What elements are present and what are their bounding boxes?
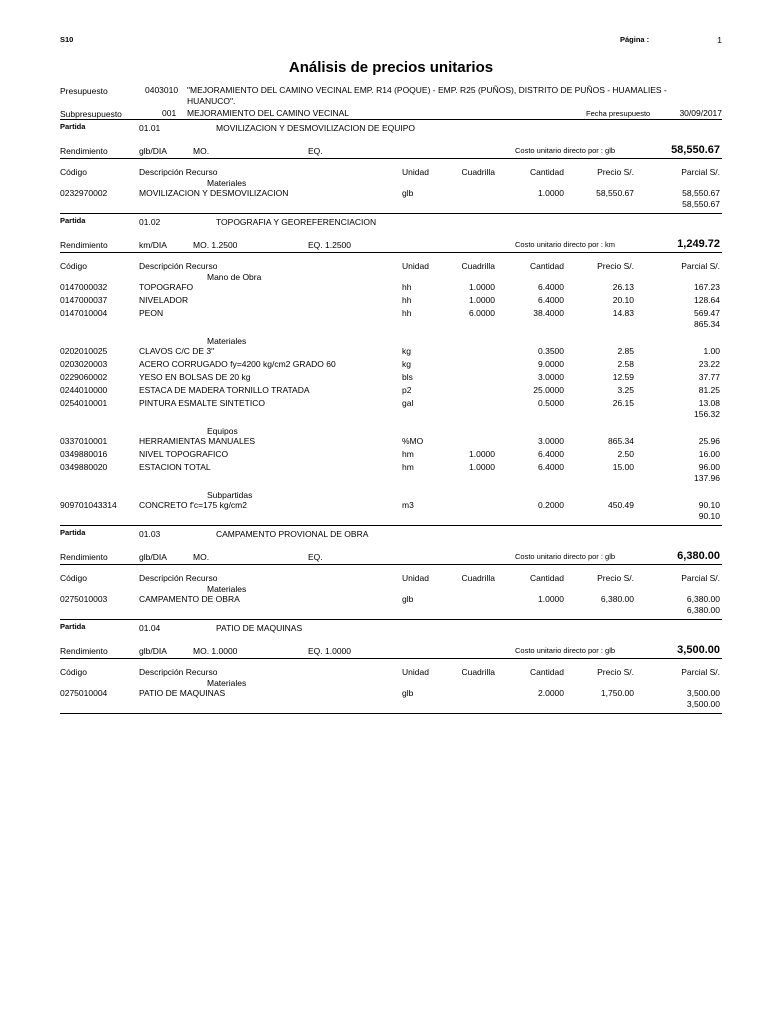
rendimiento-label: Rendimiento [60,552,108,562]
row-precio: 1,750.00 [600,688,634,698]
rendimiento-unit: glb/DIA [139,146,167,156]
row-unit: p2 [402,385,412,395]
row-cuadrilla: 1.0000 [469,295,495,305]
row-code: 0203020003 [60,359,108,369]
partida-label: Partida [60,528,86,537]
presupuesto-name-line1: "MEJORAMIENTO DEL CAMINO VECINAL EMP. R14 (POQUE) - EMP. R25 (PUÑOS), DISTRITO DE PUÑOS - HUAMALIES - [187,85,667,95]
col-precio: Precio S/. [597,573,634,583]
row-cuadrilla: 6.0000 [469,308,495,318]
row-code: 0229060002 [60,372,108,382]
row-precio: 12.59 [612,372,634,382]
rendimiento-label: Rendimiento [60,146,108,156]
header-separator [60,158,722,159]
col-parcial: Parcial S/. [681,573,720,583]
row-parcial: 37.77 [698,372,720,382]
group-total: 90.10 [698,511,720,521]
col-cantidad: Cantidad [529,573,564,583]
row-code: 0147000037 [60,295,108,305]
row-cantidad: 25.0000 [533,385,564,395]
row-parcial: 96.00 [698,462,720,472]
rendimiento-unit: glb/DIA [139,646,167,656]
col-precio: Precio S/. [597,167,634,177]
group-name: Materiales [207,336,247,346]
presupuesto-name-line2: HUANUCO". [187,96,236,106]
fecha-label: Fecha presupuesto [586,109,651,118]
row-description: MOVILIZACION Y DESMOVILIZACION [139,188,289,198]
row-code: 0147010004 [60,308,108,318]
row-precio: 2.58 [617,359,634,369]
col-cuadrilla: Cuadrilla [461,667,495,677]
row-unit: glb [402,188,414,198]
partida-label: Partida [60,622,86,631]
partida-separator [60,525,722,526]
row-cantidad: 6.4000 [538,282,564,292]
col-codigo: Código [60,667,87,677]
partida-name: MOVILIZACION Y DESMOVILIZACION DE EQUIPO [216,123,416,133]
row-unit: bls [402,372,413,382]
row-unit: gal [402,398,414,408]
row-description: YESO EN BOLSAS DE 20 kg [139,372,251,382]
row-precio: 58,550.67 [596,188,634,198]
row-cantidad: 6.4000 [538,295,564,305]
group-name: Subpartidas [207,490,253,500]
report-code: S10 [60,35,74,44]
col-codigo: Código [60,167,87,177]
col-cantidad: Cantidad [529,167,564,177]
row-description: HERRAMIENTAS MANUALES [139,436,256,446]
col-precio: Precio S/. [597,261,634,271]
row-precio: 20.10 [612,295,634,305]
header-separator [60,658,722,659]
eq-value: EQ. 1.0000 [308,646,352,656]
row-unit: kg [402,359,411,369]
row-code: 0275010003 [60,594,108,604]
group-name: Materiales [207,678,247,688]
subpresupuesto-name: MEJORAMIENTO DEL CAMINO VECINAL [187,108,349,118]
row-description: ESTACA DE MADERA TORNILLO TRATADA [139,385,310,395]
row-description: PEON [139,308,164,318]
partida-code: 01.04 [139,623,161,633]
costo-unitario-label: Costo unitario directo por : glb [515,646,616,655]
subpresupuesto-label: Subpresupuesto [60,109,122,119]
row-precio: 2.85 [617,346,634,356]
row-unit: %MO [402,436,424,446]
row-unit: hm [402,462,414,472]
col-codigo: Código [60,261,87,271]
col-unidad: Unidad [402,167,429,177]
row-precio: 14.83 [612,308,634,318]
row-cantidad: 9.0000 [538,359,564,369]
costo-unitario-label: Costo unitario directo por : glb [515,552,616,561]
row-parcial: 1.00 [703,346,720,356]
row-precio: 26.15 [612,398,634,408]
row-code: 0275010004 [60,688,108,698]
mo-value: MO. 1.2500 [193,240,238,250]
col-precio: Precio S/. [597,667,634,677]
row-parcial: 6,380.00 [686,594,720,604]
row-code: 0349880016 [60,449,108,459]
col-unidad: Unidad [402,667,429,677]
partida-code: 01.02 [139,217,161,227]
row-parcial: 167.23 [694,282,720,292]
row-description: CAMPAMENTO DE OBRA [139,594,240,604]
presupuesto-label: Presupuesto [60,86,108,96]
row-parcial: 25.96 [698,436,720,446]
col-cuadrilla: Cuadrilla [461,167,495,177]
row-description: CLAVOS C/C DE 3" [139,346,215,356]
partida-code: 01.03 [139,529,161,539]
costo-unitario-value: 3,500.00 [677,644,720,656]
row-parcial: 58,550.67 [682,188,720,198]
partida-separator [60,619,722,620]
col-descripcion: Descripción Recurso [139,261,218,271]
row-code: 0232970002 [60,188,108,198]
mo-value: MO. 1.0000 [193,646,238,656]
partida-name: PATIO DE MAQUINAS [216,623,303,633]
row-description: PINTURA ESMALTE SINTETICO [139,398,265,408]
row-unit: glb [402,594,414,604]
row-parcial: 81.25 [698,385,720,395]
row-cantidad: 38.4000 [533,308,564,318]
group-name: Materiales [207,178,247,188]
header-separator [60,252,722,253]
costo-unitario-label: Costo unitario directo por : glb [515,146,616,155]
col-cantidad: Cantidad [529,667,564,677]
row-description: NIVELADOR [139,295,189,305]
col-parcial: Parcial S/. [681,167,720,177]
group-total: 6,380.00 [686,605,720,615]
row-description: ACERO CORRUGADO fy=4200 kg/cm2 GRADO 60 [139,359,336,369]
group-total: 3,500.00 [686,699,720,709]
col-parcial: Parcial S/. [681,261,720,271]
group-name: Materiales [207,584,247,594]
end-separator [60,713,722,714]
partida-name: TOPOGRAFIA Y GEOREFERENCIACION [216,217,377,227]
col-descripcion: Descripción Recurso [139,573,218,583]
partida-label: Partida [60,122,86,131]
col-descripcion: Descripción Recurso [139,167,218,177]
partida-name: CAMPAMENTO PROVIONAL DE OBRA [216,529,369,539]
row-precio: 450.49 [608,500,634,510]
row-cantidad: 6.4000 [538,462,564,472]
eq-value: EQ. 1.2500 [308,240,352,250]
rendimiento-unit: km/DIA [139,240,167,250]
row-cantidad: 2.0000 [538,688,564,698]
row-cantidad: 3.0000 [538,372,564,382]
row-parcial: 23.22 [698,359,720,369]
col-descripcion: Descripción Recurso [139,667,218,677]
costo-unitario-value: 6,380.00 [677,550,720,562]
row-parcial: 569.47 [694,308,720,318]
mo-value: MO. [193,552,210,562]
col-cuadrilla: Cuadrilla [461,573,495,583]
page-label: Página : [620,35,650,44]
col-codigo: Código [60,573,87,583]
row-description: TOPOGRAFO [139,282,194,292]
group-total: 58,550.67 [682,199,720,209]
row-parcial: 13.08 [698,398,720,408]
row-cantidad: 0.5000 [538,398,564,408]
row-precio: 3.25 [617,385,634,395]
row-cuadrilla: 1.0000 [469,449,495,459]
mo-value: MO. [193,146,210,156]
group-name: Equipos [207,426,238,436]
partida-separator [60,213,722,214]
row-unit: hh [402,295,412,305]
col-unidad: Unidad [402,573,429,583]
row-description: CONCRETO f'c=175 kg/cm2 [139,500,247,510]
col-cantidad: Cantidad [529,261,564,271]
page-number: 1 [717,35,722,45]
row-description: ESTACION TOTAL [139,462,211,472]
subpresupuesto-code: 001 [162,108,177,118]
presupuesto-code: 0403010 [145,85,179,95]
row-parcial: 3,500.00 [686,688,720,698]
row-precio: 2.50 [617,449,634,459]
rendimiento-label: Rendimiento [60,646,108,656]
eq-value: EQ. [308,146,323,156]
row-cantidad: 6.4000 [538,449,564,459]
rendimiento-unit: glb/DIA [139,552,167,562]
fecha-value: 30/09/2017 [679,108,722,118]
col-parcial: Parcial S/. [681,667,720,677]
header-separator [60,564,722,565]
costo-unitario-value: 1,249.72 [677,238,720,250]
row-cuadrilla: 1.0000 [469,462,495,472]
row-code: 0244010000 [60,385,108,395]
row-unit: kg [402,346,411,356]
group-name: Mano de Obra [207,272,262,282]
eq-value: EQ. [308,552,323,562]
row-precio: 865.34 [608,436,634,446]
row-code: 0202010025 [60,346,108,356]
row-description: PATIO DE MAQUINAS [139,688,226,698]
col-unidad: Unidad [402,261,429,271]
row-code: 0147000032 [60,282,108,292]
row-cantidad: 0.3500 [538,346,564,356]
rendimiento-label: Rendimiento [60,240,108,250]
row-description: NIVEL TOPOGRAFICO [139,449,229,459]
costo-unitario-value: 58,550.67 [671,144,720,156]
row-unit: hh [402,282,412,292]
row-cantidad: 1.0000 [538,188,564,198]
partida-label: Partida [60,216,86,225]
row-unit: m3 [402,500,414,510]
partida-separator [60,119,722,120]
row-precio: 15.00 [612,462,634,472]
page-title: Análisis de precios unitarios [288,59,494,76]
row-code: 909701043314 [60,500,117,510]
row-parcial: 90.10 [698,500,720,510]
costo-unitario-label: Costo unitario directo por : km [515,240,616,249]
group-total: 156.32 [694,409,720,419]
row-unit: glb [402,688,414,698]
row-parcial: 128.64 [694,295,720,305]
row-precio: 6,380.00 [600,594,634,604]
row-cuadrilla: 1.0000 [469,282,495,292]
partida-code: 01.01 [139,123,161,133]
row-code: 0337010001 [60,436,108,446]
row-precio: 26.13 [612,282,634,292]
group-total: 865.34 [694,319,720,329]
row-cantidad: 0.2000 [538,500,564,510]
row-unit: hh [402,308,412,318]
group-total: 137.96 [694,473,720,483]
row-cantidad: 3.0000 [538,436,564,446]
row-cantidad: 1.0000 [538,594,564,604]
col-cuadrilla: Cuadrilla [461,261,495,271]
row-code: 0349880020 [60,462,108,472]
row-code: 0254010001 [60,398,108,408]
row-unit: hm [402,449,414,459]
row-parcial: 16.00 [698,449,720,459]
